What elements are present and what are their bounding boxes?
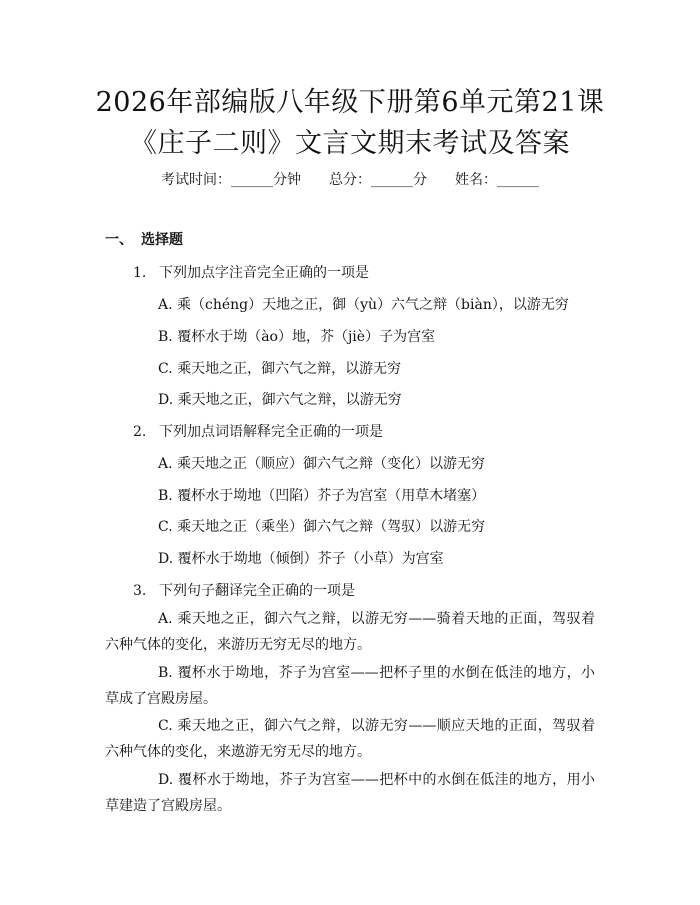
- q3-option-b: B. 覆杯水于坳地，芥子为宫室——把杯子里的水倒在低洼的地方，小草成了宫殿房屋。: [105, 665, 595, 707]
- q2-option-c: C. 乘天地之正（乘坐）御六气之辩（驾驭）以游无穷: [158, 519, 486, 535]
- q2-option-b: B. 覆杯水于坳地（凹陷）芥子为宫室（用草木堵塞）: [158, 488, 486, 504]
- title-line-1: 2026年部编版八年级下册第6单元第21课: [95, 87, 605, 118]
- q3-option-d: D. 覆杯水于坳地，芥子为宫室——把杯中的水倒在低洼的地方，用小草建造了宫殿房屋。: [105, 772, 595, 814]
- q3-option-c: C. 乘天地之正，御六气之辩，以游无穷——顺应天地的正面，驾驭着六种气体的变化，来遨游无穷无尽的地方。: [105, 718, 595, 760]
- q1-option-a: A. 乘（chéng）天地之正，御（yù）六气之辩（biàn），以游无穷: [158, 297, 569, 313]
- total-score: 总分：______分: [329, 172, 427, 188]
- q1-option-d: D. 乘天地之正，御六气之辩，以游无穷: [158, 392, 402, 408]
- student-name: 姓名：______: [455, 172, 539, 188]
- q3-option-a: A. 乘天地之正，御六气之辩，以游无穷——骑着天地的正面，驾驭着六种气体的变化，来游历无穷无尽的地方。: [105, 611, 595, 653]
- question-stem: 下列加点词语解释完全正确的一项是: [159, 424, 383, 440]
- section-heading: [105, 229, 183, 249]
- q2-option-d: D. 覆杯水于坳地（倾倒）芥子（小草）为宫室: [158, 551, 444, 567]
- question-number: 1.: [133, 265, 147, 281]
- question-1: [133, 262, 369, 282]
- question-stem: 下列加点字注音完全正确的一项是: [159, 265, 369, 281]
- question-number: 3.: [133, 583, 147, 599]
- section-label: 选择题: [141, 232, 183, 248]
- exam-meta: [0, 169, 700, 189]
- section-number: 一、: [105, 232, 133, 248]
- question-number: 2.: [133, 424, 147, 440]
- question-3: [133, 580, 355, 600]
- q2-option-a: A. 乘天地之正（顺应）御六气之辩（变化）以游无穷: [158, 456, 486, 472]
- exam-time: 考试时间：______分钟: [161, 172, 301, 188]
- title-line-2: 《庄子二则》文言文期末考试及答案: [130, 128, 570, 159]
- question-stem: 下列句子翻译完全正确的一项是: [159, 583, 355, 599]
- q1-option-c: C. 乘天地之正，御六气之辩，以游无穷: [158, 361, 402, 377]
- question-2: [133, 421, 383, 441]
- q1-option-b: B. 覆杯水于坳（ào）地，芥（jiè）子为宫室: [158, 329, 436, 345]
